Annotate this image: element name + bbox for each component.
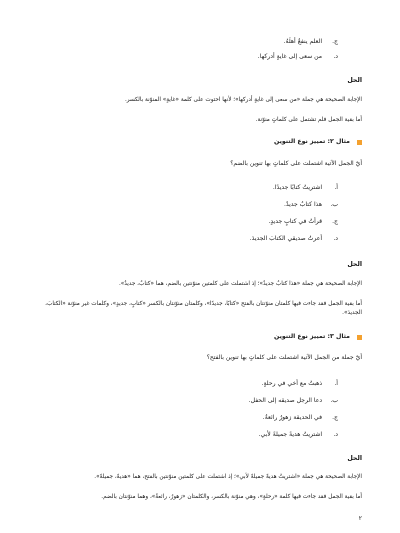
solution-paragraph: الإجابة الصحيحة هي جملة «هذا كتابٌ جديدٌ»؛ إذ اشتملت على كلمتين منوّنتين بالضم، هما «كتابٌ، جديدٌ». bbox=[118, 281, 362, 287]
option-letter: د. bbox=[333, 235, 338, 242]
option-c bbox=[263, 414, 338, 421]
option-c bbox=[268, 218, 338, 225]
option-text: دعا الرجل صديقه إلى الحفل. bbox=[248, 397, 323, 404]
option-text: من سعى إلى غايةٍ أدركها. bbox=[257, 53, 323, 60]
option-text: قرأتُ في كتابٍ جديدٍ. bbox=[268, 218, 323, 225]
option-d bbox=[259, 431, 338, 438]
option-d-prev bbox=[258, 53, 338, 60]
solution-heading: الحل bbox=[347, 77, 362, 84]
option-a bbox=[262, 380, 338, 387]
solution-paragraph: أما بقية الجمل فقد جاءت فيها كلمتان منوّنتان بالفتح «كتابًا، جديدًا»، وكلمتان منوّنتان بالكسر «كتابٍ، جديدٍ»، وكلمات غير منوّنة «الكتابَ، الجديدَ». bbox=[45, 301, 362, 316]
option-letter: ج. bbox=[332, 414, 338, 421]
option-letter: ب. bbox=[330, 201, 338, 208]
option-c-prev bbox=[284, 38, 338, 45]
option-text: العلم ينفعُ أهلَهُ. bbox=[283, 38, 323, 45]
solution-paragraph: الإجابة الصحيحة هي جملة «من سعى إلى غايةٍ أدركها»؛ لأنها احتوت على كلمة «غايةٍ» المنوّنة بالكسر. bbox=[125, 97, 362, 103]
option-b bbox=[249, 397, 338, 404]
example-question: أيّ جملة من الجمل الآتية اشتملت على كلماتٍ بها تنوين بالفتح؟ bbox=[206, 354, 362, 361]
solution-heading: الحل bbox=[347, 455, 362, 462]
option-letter: أ. bbox=[334, 184, 338, 191]
option-text: اشتريتُ كتابًا جديدًا. bbox=[272, 184, 323, 191]
solution-paragraph: أما بقية الجمل فقد جاءت فيها كلمة «رحلةٍ»، وهي منوّنة بالكسر، والكلمتان «زهورٌ، رائعةٌ»، وهما منوّنتان بالضم. bbox=[101, 494, 362, 500]
option-letter: ج. bbox=[332, 218, 338, 225]
section-marker-icon bbox=[357, 335, 362, 340]
option-d bbox=[250, 235, 338, 242]
section-marker-icon bbox=[357, 140, 362, 145]
option-text: ذهبتُ مع أخي في رحلةٍ. bbox=[261, 380, 323, 387]
option-letter: د. bbox=[333, 53, 338, 60]
option-text: هذا كتابٌ جديدٌ. bbox=[283, 201, 323, 208]
option-text: أعرتُ صديقي الكتابَ الجديدَ. bbox=[249, 235, 323, 242]
option-b bbox=[284, 201, 338, 208]
option-a bbox=[273, 184, 338, 191]
solution-paragraph: الإجابة الصحيحة هي جملة «اشتريتُ هديةً جميلةً لأبي»؛ إذ اشتملت على كلمتين منوّنتين بالفتح، هما «هديةً، جميلةً». bbox=[94, 474, 362, 480]
option-text: اشتريتُ هديةً جميلةً لأبي. bbox=[258, 431, 323, 438]
solution-paragraph: أما بقية الجمل فلم تشتمل على كلماتٍ منوّنة. bbox=[255, 117, 362, 123]
page-number: ٢ bbox=[358, 515, 362, 522]
option-letter: ج. bbox=[332, 38, 338, 45]
option-letter: ب. bbox=[330, 397, 338, 404]
option-text: في الحديقة زهورٌ رائعةٌ. bbox=[262, 414, 323, 421]
solution-heading: الحل bbox=[347, 261, 362, 268]
example-title: مثال ٣: تمييز نوع التنوين bbox=[274, 333, 350, 340]
example-title: مثال ٢: تمييز نوع التنوين bbox=[274, 138, 350, 145]
option-letter: د. bbox=[333, 431, 338, 438]
example-question: أيّ الجمل الآتية اشتملت على كلماتٍ بها تنوين بالضم؟ bbox=[230, 160, 362, 167]
option-letter: أ. bbox=[334, 380, 338, 387]
